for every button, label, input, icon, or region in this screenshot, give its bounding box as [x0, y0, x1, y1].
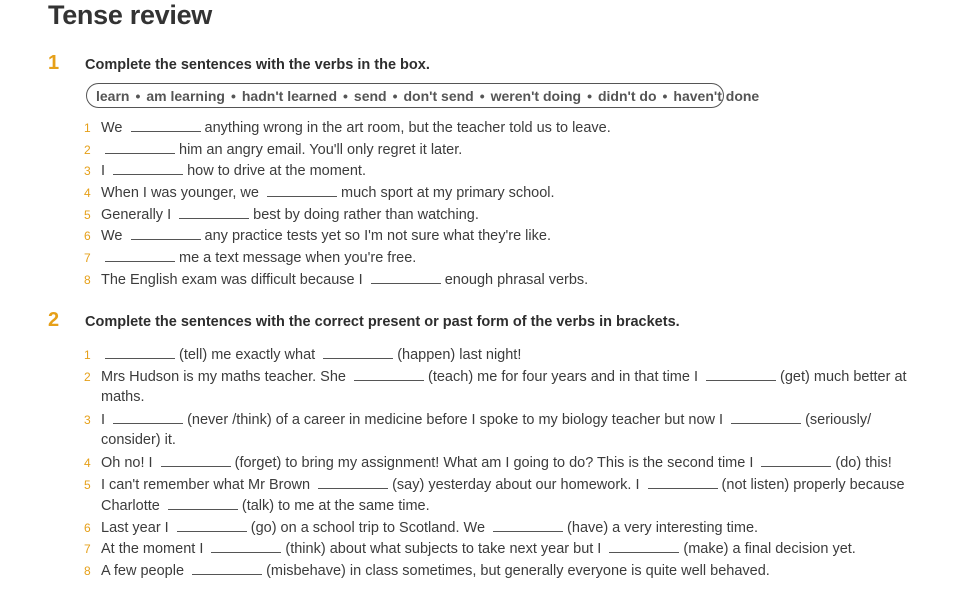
- exercise-2-instruction: Complete the sentences with the correct present or past form of the verbs in brackets.: [85, 314, 680, 330]
- ex2-sentence: 1 (tell) me exactly what (happen) last night!: [84, 347, 522, 363]
- word-box-item: send: [353, 87, 387, 104]
- answer-blank[interactable]: [323, 346, 393, 359]
- ex2-sentence: 2 Mrs Hudson is my maths teacher. She (teach) me for four years and in that time I (get) much better at: [84, 369, 907, 385]
- ex2-sentence: 6 Last year I (go) on a school trip to Scotland. We (have) a very interesting time.: [84, 520, 759, 536]
- ex2-sentence: 7 At the moment I (think) about what subjects to take next year but I (make) a final decision yet.: [84, 541, 856, 557]
- answer-blank[interactable]: [371, 271, 441, 284]
- word-box: learn • am learning • hadn't learned • send • don't send • weren't doing • didn't do • haven't done: [86, 83, 724, 108]
- ex1-sentence: 7 me a text message when you're free.: [84, 250, 417, 266]
- answer-blank[interactable]: [131, 119, 201, 132]
- ex1-sentence: 3 I how to drive at the moment.: [84, 163, 366, 179]
- answer-blank[interactable]: [318, 476, 388, 489]
- ex2-sentence: 4 Oh no! I (forget) to bring my assignment! What am I going to do? This is the second time I (do) this!: [84, 455, 892, 471]
- answer-blank[interactable]: [105, 346, 175, 359]
- answer-blank[interactable]: [648, 476, 718, 489]
- answer-blank[interactable]: [609, 540, 679, 553]
- answer-blank[interactable]: [354, 368, 424, 381]
- ex1-sentence: 6 We any practice tests yet so I'm not sure what they're like.: [84, 228, 551, 244]
- answer-blank[interactable]: [113, 162, 183, 175]
- answer-blank[interactable]: [113, 411, 183, 424]
- answer-blank[interactable]: [105, 141, 175, 154]
- answer-blank[interactable]: [179, 206, 249, 219]
- ex2-sentence: 3 I (never /think) of a career in medicine before I spoke to my biology teacher but now I (seriously/: [84, 412, 872, 428]
- word-box-item: didn't do: [597, 87, 657, 104]
- answer-blank[interactable]: [493, 519, 563, 532]
- page-title: Tense review: [48, 0, 212, 30]
- answer-blank[interactable]: [731, 411, 801, 424]
- answer-blank[interactable]: [706, 368, 776, 381]
- word-box-item: am learning: [146, 87, 225, 104]
- ex1-sentence: 2 him an angry email. You'll only regret it later.: [84, 142, 463, 158]
- word-box-item: don't send: [403, 87, 474, 104]
- ex1-sentence: 1 We anything wrong in the art room, but the teacher told us to leave.: [84, 120, 611, 136]
- ex2-sentence: 8 A few people (misbehave) in class sometimes, but generally everyone is quite well behaved.: [84, 563, 770, 579]
- answer-blank[interactable]: [131, 227, 201, 240]
- word-box-item: learn: [96, 87, 130, 104]
- ex2-sentence: 5 I can't remember what Mr Brown (say) yesterday about our homework. I (not listen) properly because: [84, 477, 905, 493]
- word-box-item: haven't done: [673, 87, 760, 104]
- answer-blank[interactable]: [168, 497, 238, 510]
- word-box-item: hadn't learned: [241, 87, 337, 104]
- ex2-sentence-continuation: consider) it.: [101, 432, 176, 448]
- exercise-1-number: 1: [48, 52, 60, 74]
- ex2-sentence-continuation: Charlotte (talk) to me at the same time.: [101, 498, 430, 514]
- ex1-sentence: 5 Generally I best by doing rather than watching.: [84, 207, 479, 223]
- answer-blank[interactable]: [161, 454, 231, 467]
- word-box-item: weren't doing: [490, 87, 582, 104]
- ex1-sentence: 8 The English exam was difficult because I enough phrasal verbs.: [84, 272, 589, 288]
- answer-blank[interactable]: [267, 184, 337, 197]
- answer-blank[interactable]: [177, 519, 247, 532]
- answer-blank[interactable]: [761, 454, 831, 467]
- answer-blank[interactable]: [211, 540, 281, 553]
- answer-blank[interactable]: [192, 562, 262, 575]
- ex2-sentence-continuation: maths.: [101, 389, 145, 405]
- answer-blank[interactable]: [105, 249, 175, 262]
- exercise-2-number: 2: [48, 309, 60, 331]
- exercise-1-instruction: Complete the sentences with the verbs in the box.: [85, 57, 430, 73]
- ex1-sentence: 4 When I was younger, we much sport at my primary school.: [84, 185, 555, 201]
